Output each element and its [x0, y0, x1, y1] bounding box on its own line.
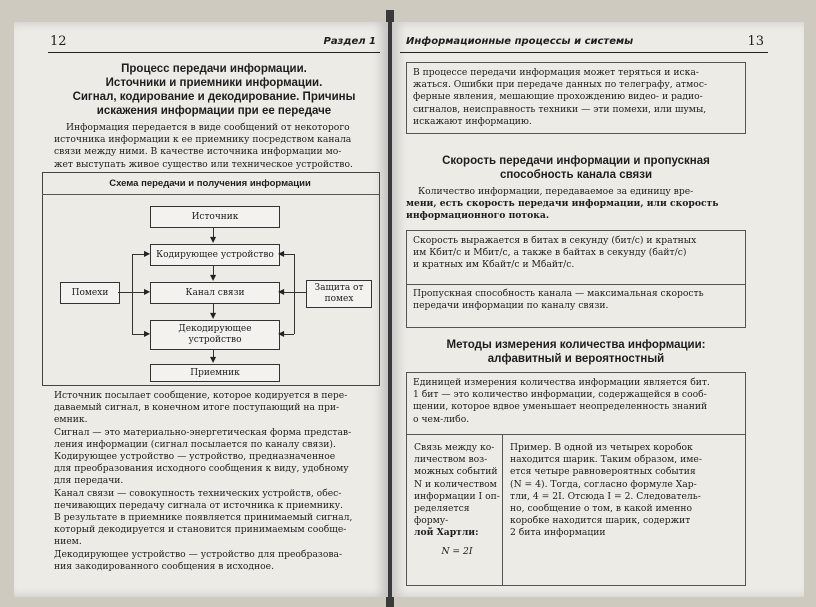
protection-label-line: Защита от [314, 283, 364, 293]
body-line: емник. [54, 414, 88, 426]
left-title [54, 62, 374, 118]
body-line: который декодируется и становится принимаемым сообще- [54, 524, 347, 536]
arrow-right-icon: ▶ [144, 249, 151, 258]
hartley-formula: N = 2I [441, 545, 473, 557]
box-divider [406, 284, 746, 285]
box-line: передачи информации по каналу связи. [413, 299, 609, 311]
speed-section-title [406, 154, 746, 182]
title-line: Скорость передачи информации и пропускная [442, 155, 710, 167]
box-line: искажают информацию. [413, 115, 532, 127]
left-page [14, 22, 388, 597]
hartley-line: личеством воз- [414, 454, 488, 466]
box-line: Скорость выражается в битах в секунду (бит/с) и кратных [413, 235, 697, 246]
hartley-line: лой Хартли: [414, 527, 479, 539]
connector [118, 292, 132, 293]
body-line: для преобразования исходного сообщения к виду, удобному [54, 463, 349, 475]
box-line: о чем-либо. [413, 413, 470, 425]
methods-section-title [406, 338, 746, 366]
box-divider [406, 434, 746, 435]
column-divider [502, 434, 503, 586]
hartley-example [510, 442, 740, 540]
title-line: искажения информации при ее передаче [96, 105, 332, 117]
protection-box [306, 280, 372, 308]
arrow-left-icon: ◀ [278, 329, 285, 338]
channel-box: Канал связи [150, 282, 280, 304]
title-line: Процесс передачи информации. [121, 63, 307, 75]
scheme-title: Схема передачи и получения информации [109, 178, 311, 189]
body-line: ния закодированного сообщения в исходное. [54, 560, 275, 572]
title-line: Источники и приемники информации. [105, 77, 323, 89]
box-line: им Кбит/с и Мбит/с, а также в байтах в секунду (байт/с) [413, 247, 687, 259]
speed-box [406, 230, 746, 328]
header-rule [400, 52, 768, 53]
arrow-right-icon: ▶ [144, 287, 151, 296]
arrow-left-icon: ◀ [278, 287, 285, 296]
arrow-down-icon: ▼ [210, 235, 217, 244]
intro-line: Информация передается в виде сообщений от некоторого [66, 122, 350, 133]
hartley-line: N и количеством [414, 478, 497, 490]
example-line: тли, 4 = 2I. Отсюда I = 2. Следователь- [510, 490, 701, 502]
box-line: В процессе передачи информация может теряться и иска- [413, 67, 699, 78]
body-line: печивающих передачу сигнала от источника к приемнику. [54, 499, 344, 511]
body-line: нием. [54, 536, 82, 548]
box-line: 1 бит — это количество информации, содержащейся в сооб- [413, 389, 707, 401]
arrow-right-icon: ▶ [144, 329, 151, 338]
title-line: способность канала связи [499, 169, 653, 181]
noise-box: Помехи [60, 282, 120, 304]
intro-paragraph [54, 122, 376, 171]
speed-intro [406, 186, 746, 223]
hartley-line: информации I оп- [414, 490, 500, 502]
header-rule [48, 52, 380, 53]
box-line: жаться. Ошибки при передаче данных по телеграфу, атмос- [413, 79, 708, 91]
intro-line: связи между ними. В качестве источника информации мо- [54, 146, 342, 158]
box-line: щении, которое вдвое уменьшает неопределенность знаний [413, 401, 708, 413]
section-label: Раздел 1 [323, 36, 376, 47]
noise-info-box [406, 62, 746, 134]
example-line: 2 бита информации [510, 527, 606, 539]
decoder-label-line: Декодирующее [178, 324, 252, 334]
connector [294, 292, 306, 293]
receiver-box: Приемник [150, 364, 280, 382]
intro-line: мени, есть скорость передачи информации, или скорость [406, 198, 719, 210]
arrow-down-icon: ▼ [210, 355, 217, 364]
box-line: и кратных им Кбайт/с и Мбайт/с. [413, 259, 575, 271]
protection-label-line: помех [324, 294, 354, 304]
arrow-left-icon: ◀ [278, 249, 285, 258]
chapter-header: Информационные процессы и системы [406, 36, 634, 47]
body-line: Канал связи — совокупность технических устройств, обес- [54, 487, 342, 499]
body-line: для передачи. [54, 475, 124, 487]
source-box: Источник [150, 206, 280, 228]
example-line: коробке находится шарик, содержит [510, 515, 691, 527]
definitions-text [54, 390, 376, 573]
title-line: Сигнал, кодирование и декодирование. Причины [72, 91, 356, 103]
arrow-down-icon: ▼ [210, 273, 217, 282]
arrow-down-icon: ▼ [210, 311, 217, 320]
body-line: Сигнал — это материально-энергетическая форма представ- [54, 426, 352, 438]
box-line: ферные явления, мешающие прохождению видео- и радио- [413, 91, 703, 103]
hartley-description [414, 442, 500, 558]
page-number-left: 12 [50, 34, 67, 49]
intro-line: жет выступать живое существо или техническое устройство. [54, 158, 353, 170]
hartley-line: Связь между ко- [414, 442, 495, 453]
hartley-line: можных событий [414, 466, 498, 478]
intro-line: информационного потока. [406, 210, 550, 222]
example-line: но, сообщение о том, в какой именно [510, 503, 692, 515]
title-line: алфавитный и вероятностный [487, 353, 665, 365]
body-line: даваемый сигнал, в конечном итоге поступающий на при- [54, 402, 340, 414]
example-line: находится шарик. Таким образом, име- [510, 454, 702, 466]
connector [132, 254, 133, 334]
right-page [392, 22, 804, 597]
hartley-line: ределяется форму- [414, 503, 470, 527]
intro-line: Количество информации, передаваемое за единицу вре- [418, 186, 694, 197]
example-line: Пример. В одной из четырех коробок [510, 442, 693, 453]
body-line: Декодирующее устройство — устройство для преобразова- [54, 548, 343, 560]
decoder-label-line: устройство [188, 335, 242, 345]
connector [294, 254, 295, 334]
box-line: Единицей измерения количества информации является бит. [413, 377, 710, 388]
scheme-title-rule [42, 194, 380, 195]
intro-line: источника информации к ее приемнику посредством канала [54, 134, 352, 146]
decoder-box [150, 320, 280, 350]
box-line: Пропускная способность канала — максимальная скорость [413, 287, 704, 299]
body-line: Кодирующее устройство — устройство, предназначенное [54, 451, 336, 463]
page-number-right: 13 [747, 34, 764, 49]
encoder-box: Кодирующее устройство [150, 244, 280, 266]
body-line: Источник посылает сообщение, которое кодируется в пере- [54, 390, 348, 401]
body-line: В результате в приемнике появляется принимаемый сигнал, [54, 512, 353, 524]
example-line: (N = 4). Тогда, согласно формуле Хар- [510, 478, 697, 490]
box-line: сигналов, неисправность техники — эти помехи, или шумы, [413, 103, 707, 115]
body-line: ления информации (сигнал посылается по каналу связи). [54, 438, 336, 450]
title-line: Методы измерения количества информации: [446, 339, 706, 351]
example-line: ется четыре равновероятных события [510, 466, 696, 478]
